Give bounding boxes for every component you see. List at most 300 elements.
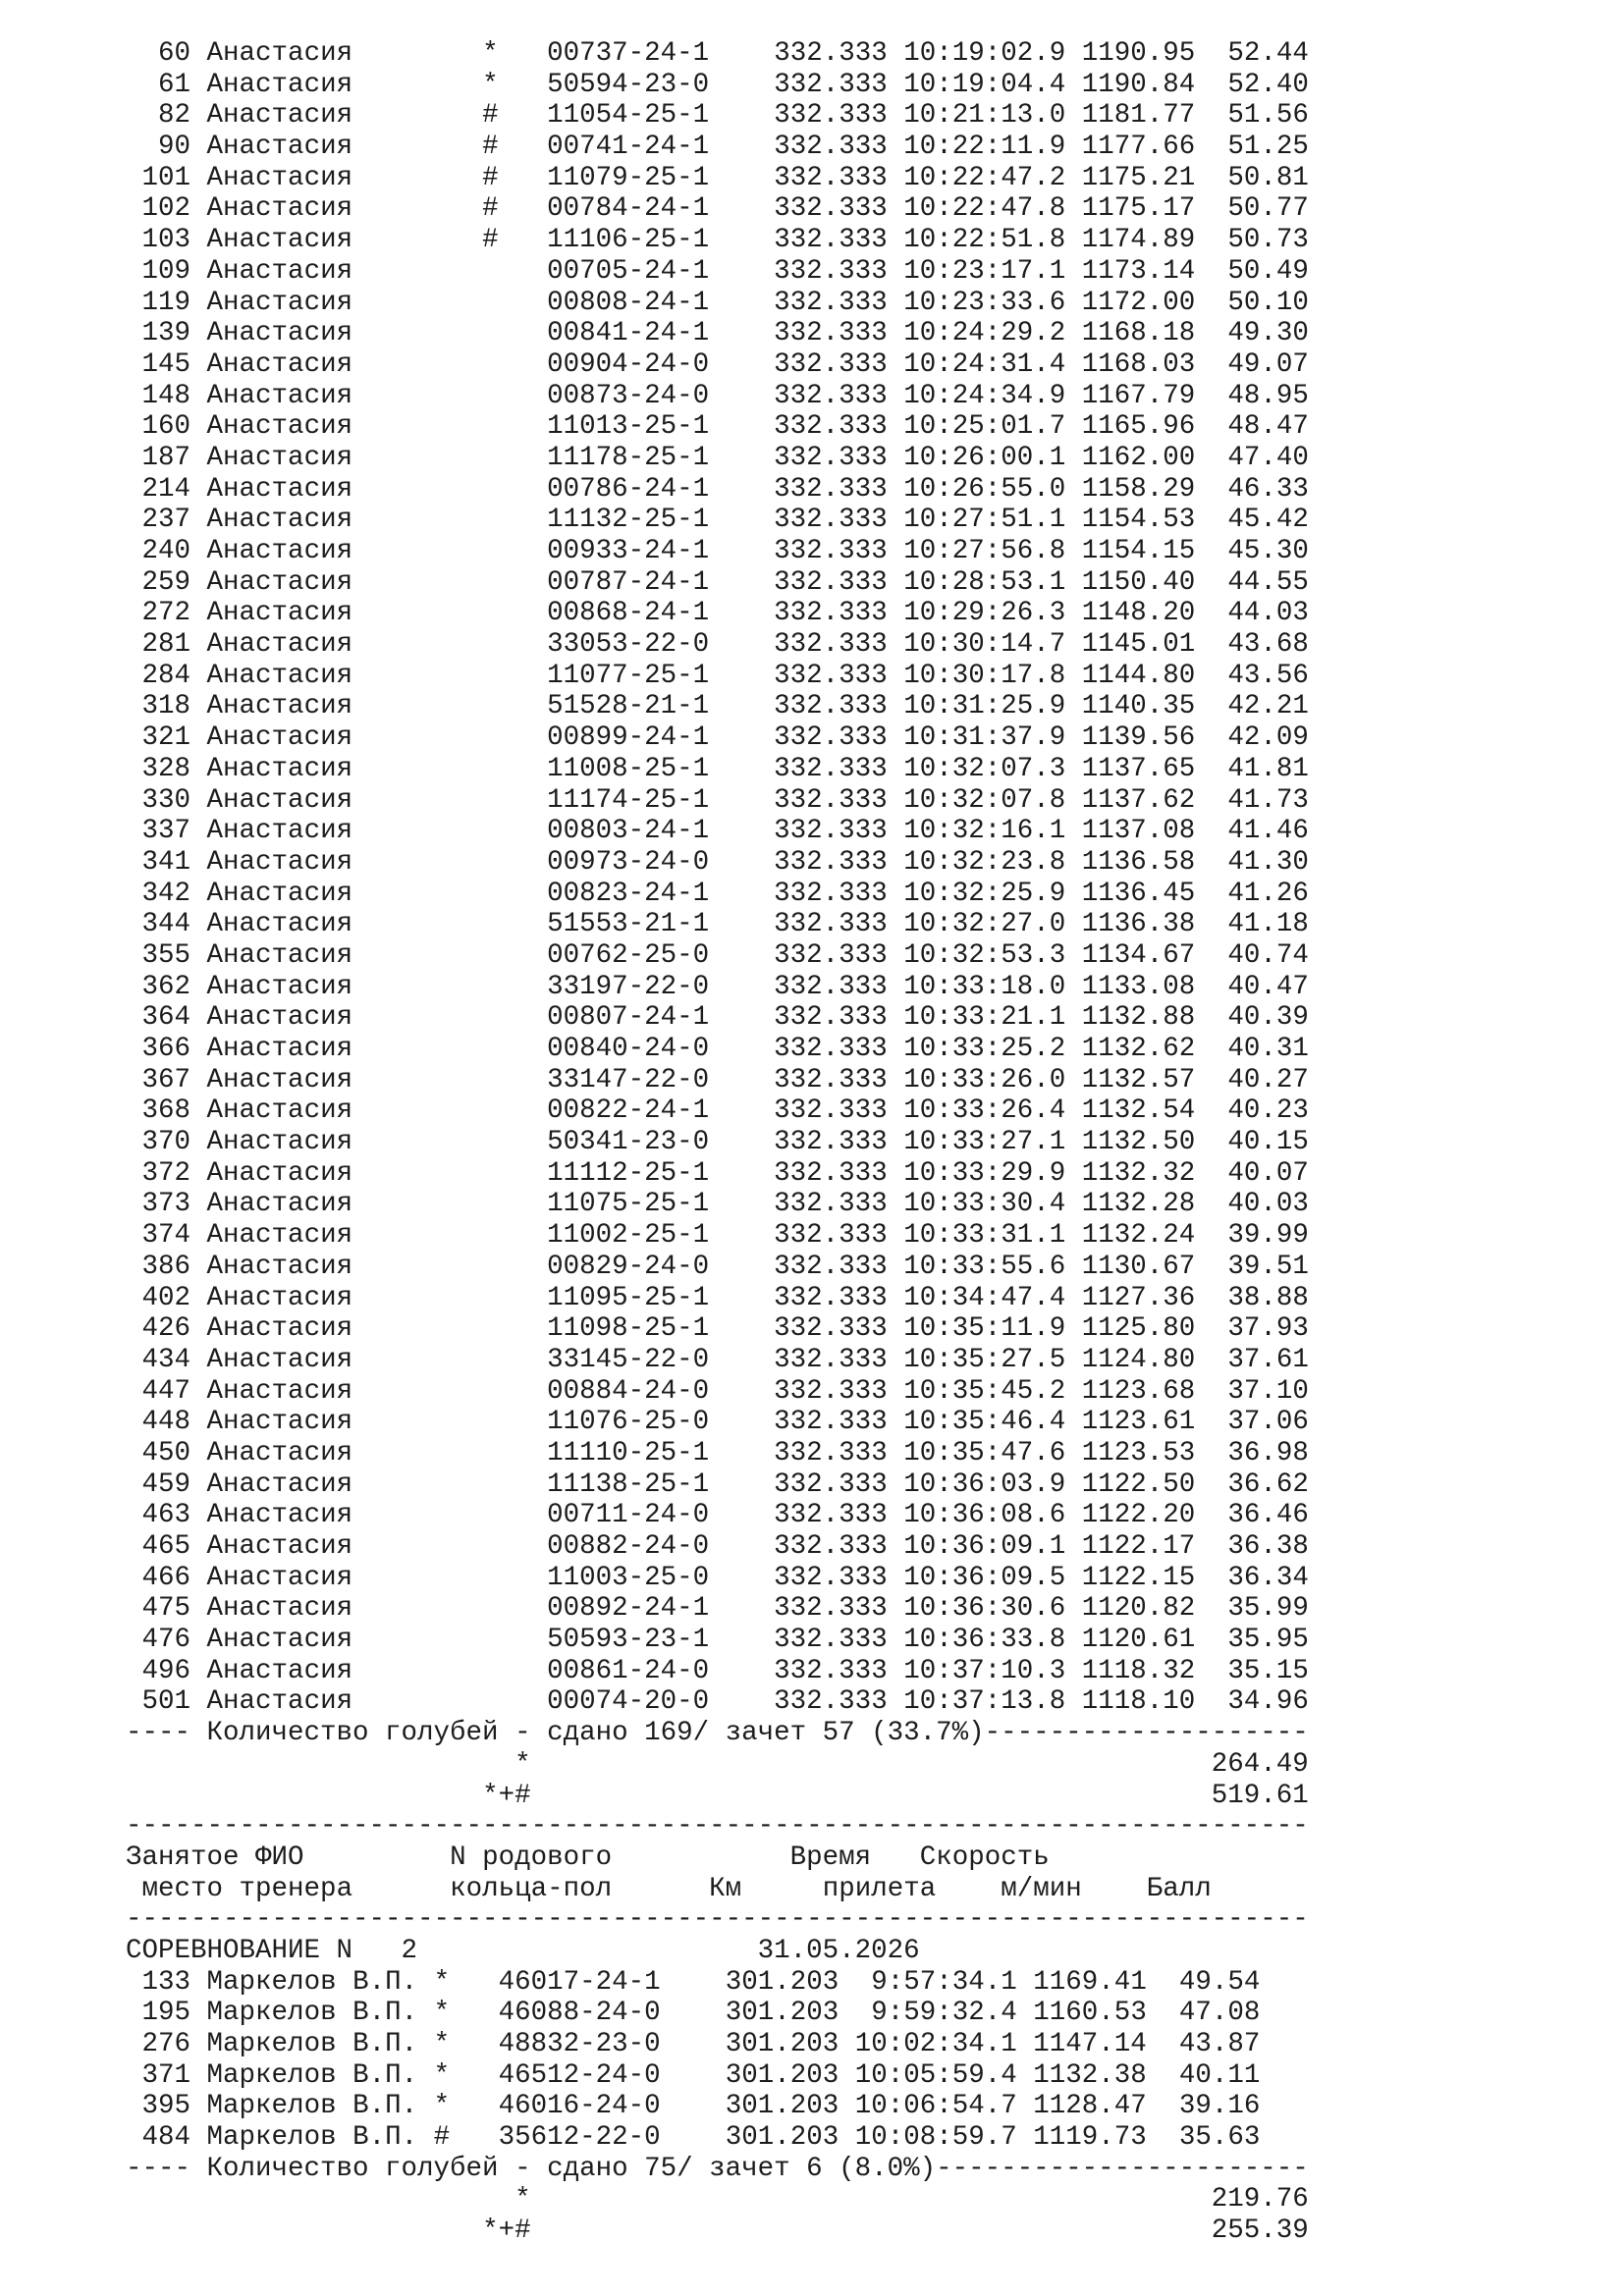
place-cell: 386 <box>141 1251 191 1282</box>
place-cell: 448 <box>141 1407 191 1438</box>
arrival-time-cell: 10:35:46.4 <box>903 1407 1066 1438</box>
ring-cell: 11075-25-1 <box>547 1189 710 1220</box>
km-cell: 332.333 <box>774 1002 888 1034</box>
place-cell: 318 <box>141 691 191 722</box>
place-cell: 160 <box>141 411 191 443</box>
column-header: Скорость <box>919 1842 1050 1873</box>
speed-cell: 1144.80 <box>1081 660 1196 691</box>
ring-cell: 11008-25-1 <box>547 753 710 784</box>
table-row <box>126 1563 1309 1594</box>
mark-cell: # <box>433 2122 451 2154</box>
km-cell: 332.333 <box>774 816 888 847</box>
table-row <box>126 443 1309 474</box>
speed-cell: 1123.61 <box>1081 1407 1196 1438</box>
speed-cell: 1158.29 <box>1081 473 1196 505</box>
points-cell: 46.33 <box>1227 473 1309 505</box>
km-cell: 332.333 <box>774 380 888 411</box>
speed-cell: 1132.54 <box>1081 1095 1196 1127</box>
total-marker: * <box>514 1748 531 1780</box>
km-cell: 332.333 <box>774 1095 888 1127</box>
table-row <box>126 536 1309 567</box>
km-cell: 332.333 <box>774 225 888 256</box>
arrival-time-cell: 10:29:26.3 <box>903 598 1066 629</box>
trainer-name-cell: Анастасия <box>206 225 353 256</box>
table-row <box>126 661 1309 692</box>
column-header: Км <box>709 1873 742 1904</box>
place-cell: 373 <box>141 1189 191 1220</box>
km-cell: 332.333 <box>774 1189 888 1220</box>
arrival-time-cell: 10:32:07.3 <box>903 753 1066 784</box>
place-cell: 90 <box>158 132 191 163</box>
place-cell: 61 <box>158 69 191 100</box>
trainer-name-cell: Анастасия <box>206 132 353 163</box>
trainer-name-cell: Анастасия <box>206 287 353 318</box>
trainer-name-cell: Анастасия <box>206 878 353 909</box>
km-cell: 332.333 <box>774 1251 888 1282</box>
total-marker: * <box>514 2184 531 2216</box>
km-cell: 301.203 <box>725 2029 839 2059</box>
trainer-name-cell: Анастасия <box>206 38 353 69</box>
place-cell: 496 <box>141 1655 191 1686</box>
table-row <box>126 70 1309 101</box>
place-cell: 103 <box>141 225 191 256</box>
points-cell: 40.31 <box>1227 1034 1309 1064</box>
speed-cell: 1168.03 <box>1081 348 1196 380</box>
summary-label: Количество голубей - сдано 169/ зачет 57 (33.7%) <box>206 1718 985 1749</box>
arrival-time-cell: 10:33:18.0 <box>903 971 1066 1002</box>
points-cell: 40.23 <box>1227 1095 1309 1127</box>
km-cell: 332.333 <box>774 1344 888 1375</box>
points-cell: 50.10 <box>1227 287 1309 318</box>
speed-cell: 1137.08 <box>1081 816 1196 847</box>
points-cell: 38.88 <box>1227 1282 1309 1313</box>
arrival-time-cell: 10:32:23.8 <box>903 846 1066 878</box>
total-marker: *+# <box>482 2216 531 2247</box>
trainer-name-cell: Анастасия <box>206 722 353 754</box>
ring-cell: 11095-25-1 <box>547 1282 710 1313</box>
points-cell: 40.15 <box>1227 1127 1309 1158</box>
trainer-name-cell: Маркелов В.П. <box>206 2029 418 2059</box>
points-cell: 40.47 <box>1227 971 1309 1002</box>
speed-cell: 1175.21 <box>1081 162 1196 193</box>
ring-cell: 00786-24-1 <box>547 473 710 505</box>
ring-cell: 00784-24-1 <box>547 193 710 225</box>
ring-cell: 00933-24-1 <box>547 536 710 566</box>
km-cell: 332.333 <box>774 1500 888 1531</box>
trainer-name-cell: Анастасия <box>206 100 353 132</box>
speed-cell: 1123.68 <box>1081 1375 1196 1407</box>
trainer-name-cell: Маркелов В.П. <box>206 1998 418 2029</box>
speed-cell: 1154.53 <box>1081 505 1196 536</box>
arrival-time-cell: 10:36:08.6 <box>903 1500 1066 1531</box>
table-row <box>126 816 1309 847</box>
speed-cell: 1165.96 <box>1081 411 1196 443</box>
points-cell: 43.68 <box>1227 629 1309 661</box>
ring-cell: 50593-23-1 <box>547 1625 710 1656</box>
trainer-name-cell: Анастасия <box>206 816 353 847</box>
km-cell: 332.333 <box>774 162 888 193</box>
speed-cell: 1122.20 <box>1081 1500 1196 1531</box>
points-cell: 45.42 <box>1227 505 1309 536</box>
trainer-name-cell: Анастасия <box>206 69 353 100</box>
summary-line: ---- Количество голубей - сдано 75/ зачет 6 (8.0%)----------------------- <box>126 2153 1309 2184</box>
points-cell: 44.55 <box>1227 566 1309 598</box>
points-cell: 39.99 <box>1227 1220 1309 1252</box>
column-header: Занятое <box>126 1842 240 1873</box>
results-report <box>126 38 1309 2247</box>
ring-cell: 00892-24-1 <box>547 1593 710 1625</box>
km-cell: 332.333 <box>774 1655 888 1686</box>
table-row <box>126 1158 1309 1190</box>
km-cell: 332.333 <box>774 193 888 225</box>
points-cell: 37.10 <box>1227 1375 1309 1407</box>
trainer-name-cell: Анастасия <box>206 598 353 629</box>
arrival-time-cell: 10:33:27.1 <box>903 1127 1066 1158</box>
speed-cell: 1139.56 <box>1081 722 1196 754</box>
trainer-name-cell: Анастасия <box>206 691 353 722</box>
speed-cell: 1132.32 <box>1081 1157 1196 1189</box>
trainer-name-cell: Анастасия <box>206 1375 353 1407</box>
arrival-time-cell: 10:37:10.3 <box>903 1655 1066 1686</box>
km-cell: 332.333 <box>774 939 888 971</box>
place-cell: 364 <box>141 1002 191 1034</box>
ring-cell: 00787-24-1 <box>547 566 710 598</box>
points-cell: 36.62 <box>1227 1468 1309 1500</box>
place-cell: 102 <box>141 193 191 225</box>
speed-cell: 1120.82 <box>1081 1593 1196 1625</box>
speed-cell: 1118.32 <box>1081 1655 1196 1686</box>
trainer-name-cell: Маркелов В.П. <box>206 2122 418 2154</box>
trainer-name-cell: Анастасия <box>206 1625 353 1656</box>
arrival-time-cell: 10:06:54.7 <box>854 2091 1017 2122</box>
place-cell: 426 <box>141 1313 191 1345</box>
place-cell: 281 <box>141 629 191 661</box>
trainer-name-cell: Анастасия <box>206 846 353 878</box>
km-cell: 332.333 <box>774 69 888 100</box>
place-cell: 237 <box>141 505 191 536</box>
speed-cell: 1168.18 <box>1081 318 1196 349</box>
km-cell: 332.333 <box>774 1220 888 1252</box>
km-cell: 301.203 <box>725 1998 839 2029</box>
table-row <box>126 2122 1309 2154</box>
ring-cell: 11076-25-0 <box>547 1407 710 1438</box>
table-row <box>126 256 1309 288</box>
km-cell: 332.333 <box>774 1282 888 1313</box>
points-cell: 50.81 <box>1227 162 1309 193</box>
table-row <box>126 1345 1309 1376</box>
speed-cell: 1132.88 <box>1081 1002 1196 1034</box>
summary-label: Количество голубей - сдано 75/ зачет 6 (8.0%) <box>206 2153 937 2184</box>
mark-cell: # <box>482 162 499 193</box>
table-row <box>126 785 1309 817</box>
table-row <box>126 629 1309 661</box>
speed-cell: 1132.24 <box>1081 1220 1196 1252</box>
place-cell: 402 <box>141 1282 191 1313</box>
ring-cell: 00882-24-0 <box>547 1531 710 1562</box>
km-cell: 332.333 <box>774 909 888 940</box>
mark-cell: * <box>433 1966 451 1998</box>
km-cell: 301.203 <box>725 2122 839 2154</box>
table-row <box>126 1034 1309 1065</box>
place-cell: 484 <box>141 2122 191 2154</box>
ring-cell: 11002-25-1 <box>547 1220 710 1252</box>
speed-cell: 1172.00 <box>1081 287 1196 318</box>
speed-cell: 1132.38 <box>1033 2059 1147 2091</box>
points-cell: 52.44 <box>1227 38 1309 69</box>
table-row <box>126 1127 1309 1158</box>
trainer-name-cell: Анастасия <box>206 193 353 225</box>
arrival-time-cell: 10:33:31.1 <box>903 1220 1066 1252</box>
place-cell: 368 <box>141 1095 191 1127</box>
place-cell: 139 <box>141 318 191 349</box>
km-cell: 332.333 <box>774 846 888 878</box>
speed-cell: 1120.61 <box>1081 1625 1196 1656</box>
arrival-time-cell: 10:33:21.1 <box>903 1002 1066 1034</box>
points-cell: 49.30 <box>1227 318 1309 349</box>
total-value: 255.39 <box>1211 2216 1309 2247</box>
table-row <box>126 879 1309 910</box>
points-cell: 49.07 <box>1227 348 1309 380</box>
km-cell: 332.333 <box>774 1437 888 1468</box>
summary-line: ---- Количество голубей - сдано 169/ зачет 57 (33.7%)-------------------- <box>126 1718 1309 1749</box>
table-row <box>126 381 1309 412</box>
trainer-name-cell: Анастасия <box>206 1344 353 1375</box>
arrival-time-cell: 10:22:11.9 <box>903 132 1066 163</box>
trainer-name-cell: Анастасия <box>206 505 353 536</box>
trainer-name-cell: Анастасия <box>206 411 353 443</box>
arrival-time-cell: 10:26:55.0 <box>903 473 1066 505</box>
trainer-name-cell: Анастасия <box>206 909 353 940</box>
speed-cell: 1127.36 <box>1081 1282 1196 1313</box>
place-cell: 214 <box>141 473 191 505</box>
table-row <box>126 225 1309 256</box>
arrival-time-cell: 10:35:45.2 <box>903 1375 1066 1407</box>
arrival-time-cell: 10:36:33.8 <box>903 1625 1066 1656</box>
speed-cell: 1137.65 <box>1081 753 1196 784</box>
trainer-name-cell: Маркелов В.П. <box>206 2059 418 2091</box>
km-cell: 332.333 <box>774 473 888 505</box>
points-cell: 40.74 <box>1227 939 1309 971</box>
trainer-name-cell: Анастасия <box>206 162 353 193</box>
km-cell: 332.333 <box>774 1593 888 1625</box>
arrival-time-cell: 10:25:01.7 <box>903 411 1066 443</box>
arrival-time-cell: 10:35:47.6 <box>903 1437 1066 1468</box>
total-line <box>126 2184 1309 2216</box>
speed-cell: 1119.73 <box>1033 2122 1147 2154</box>
km-cell: 301.203 <box>725 2059 839 2091</box>
ring-cell: 00808-24-1 <box>547 287 710 318</box>
ring-cell: 00803-24-1 <box>547 816 710 847</box>
arrival-time-cell: 10:24:29.2 <box>903 318 1066 349</box>
points-cell: 51.25 <box>1227 132 1309 163</box>
km-cell: 332.333 <box>774 629 888 661</box>
table-row <box>126 1967 1309 1999</box>
arrival-time-cell: 10:27:56.8 <box>903 536 1066 566</box>
points-cell: 48.47 <box>1227 411 1309 443</box>
table-row <box>126 349 1309 381</box>
place-cell: 321 <box>141 722 191 754</box>
total-value: 264.49 <box>1211 1748 1309 1780</box>
mark-cell: * <box>433 1998 451 2029</box>
mark-cell: # <box>482 193 499 225</box>
place-cell: 465 <box>141 1531 191 1562</box>
km-cell: 332.333 <box>774 1531 888 1562</box>
points-cell: 41.18 <box>1227 909 1309 940</box>
table-row <box>126 163 1309 194</box>
ring-cell: 11098-25-1 <box>547 1313 710 1345</box>
speed-cell: 1169.41 <box>1033 1966 1147 1998</box>
place-cell: 330 <box>141 784 191 816</box>
place-cell: 466 <box>141 1562 191 1593</box>
column-header: N родового <box>450 1842 613 1873</box>
points-cell: 36.34 <box>1227 1562 1309 1593</box>
trainer-name-cell: Маркелов В.П. <box>206 1966 418 1998</box>
trainer-name-cell: Маркелов В.П. <box>206 2091 418 2122</box>
km-cell: 332.333 <box>774 411 888 443</box>
arrival-time-cell: 10:33:26.4 <box>903 1095 1066 1127</box>
trainer-name-cell: Анастасия <box>206 1437 353 1468</box>
ring-cell: 00899-24-1 <box>547 722 710 754</box>
speed-cell: 1122.17 <box>1081 1531 1196 1562</box>
arrival-time-cell: 10:36:09.1 <box>903 1531 1066 1562</box>
speed-cell: 1132.57 <box>1081 1064 1196 1095</box>
ring-cell: 00841-24-1 <box>547 318 710 349</box>
speed-cell: 1190.84 <box>1081 69 1196 100</box>
place-cell: 342 <box>141 878 191 909</box>
speed-cell: 1140.35 <box>1081 691 1196 722</box>
place-cell: 450 <box>141 1437 191 1468</box>
km-cell: 332.333 <box>774 753 888 784</box>
trainer-name-cell: Анастасия <box>206 939 353 971</box>
trainer-name-cell: Анастасия <box>206 784 353 816</box>
table-row <box>126 1656 1309 1687</box>
trainer-name-cell: Анастасия <box>206 1002 353 1034</box>
arrival-time-cell: 10:24:31.4 <box>903 348 1066 380</box>
ring-cell: 00822-24-1 <box>547 1095 710 1127</box>
points-cell: 47.08 <box>1178 1998 1261 2029</box>
ring-cell: 51553-21-1 <box>547 909 710 940</box>
table-row <box>126 1531 1309 1563</box>
ring-cell: 00807-24-1 <box>547 1002 710 1034</box>
ring-cell: 11174-25-1 <box>547 784 710 816</box>
km-cell: 332.333 <box>774 318 888 349</box>
speed-cell: 1130.67 <box>1081 1251 1196 1282</box>
ring-cell: 46016-24-0 <box>498 2091 661 2122</box>
mark-cell: * <box>433 2059 451 2091</box>
speed-cell: 1160.53 <box>1033 1998 1147 2029</box>
points-cell: 39.51 <box>1227 1251 1309 1282</box>
arrival-time-cell: 10:08:59.7 <box>854 2122 1017 2154</box>
place-cell: 272 <box>141 598 191 629</box>
table-row <box>126 1065 1309 1096</box>
ring-cell: 00737-24-1 <box>547 38 710 69</box>
km-cell: 332.333 <box>774 1157 888 1189</box>
arrival-time-cell: 10:33:25.2 <box>903 1034 1066 1064</box>
points-cell: 41.73 <box>1227 784 1309 816</box>
table-row <box>126 411 1309 443</box>
speed-cell: 1123.53 <box>1081 1437 1196 1468</box>
place-cell: 187 <box>141 442 191 473</box>
speed-cell: 1137.62 <box>1081 784 1196 816</box>
arrival-time-cell: 10:22:47.2 <box>903 162 1066 193</box>
km-cell: 332.333 <box>774 1562 888 1593</box>
arrival-time-cell: 10:02:34.1 <box>854 2029 1017 2059</box>
place-cell: 240 <box>141 536 191 566</box>
place-cell: 145 <box>141 348 191 380</box>
ring-cell: 35612-22-0 <box>498 2122 661 2154</box>
place-cell: 370 <box>141 1127 191 1158</box>
points-cell: 47.40 <box>1227 442 1309 473</box>
ring-cell: 50594-23-0 <box>547 69 710 100</box>
ring-cell: 33145-22-0 <box>547 1344 710 1375</box>
points-cell: 40.03 <box>1227 1189 1309 1220</box>
km-cell: 332.333 <box>774 1313 888 1345</box>
ring-cell: 00884-24-0 <box>547 1375 710 1407</box>
arrival-time-cell: 10:36:03.9 <box>903 1468 1066 1500</box>
table-row <box>126 722 1309 754</box>
place-cell: 374 <box>141 1220 191 1252</box>
speed-cell: 1134.67 <box>1081 939 1196 971</box>
trainer-name-cell: Анастасия <box>206 473 353 505</box>
table-row <box>126 1500 1309 1531</box>
km-cell: 332.333 <box>774 784 888 816</box>
table-row <box>126 1625 1309 1656</box>
ring-cell: 48832-23-0 <box>498 2029 661 2059</box>
points-cell: 52.40 <box>1227 69 1309 100</box>
mark-cell: * <box>482 38 499 69</box>
km-cell: 332.333 <box>774 1375 888 1407</box>
trainer-name-cell: Анастасия <box>206 380 353 411</box>
table-row <box>126 1998 1309 2029</box>
column-header: кольца-пол <box>450 1873 613 1904</box>
km-cell: 332.333 <box>774 100 888 132</box>
trainer-name-cell: Анастасия <box>206 1095 353 1127</box>
ring-cell: 11106-25-1 <box>547 225 710 256</box>
place-cell: 362 <box>141 971 191 1002</box>
arrival-time-cell: 10:22:47.8 <box>903 193 1066 225</box>
ring-cell: 11079-25-1 <box>547 162 710 193</box>
place-cell: 284 <box>141 660 191 691</box>
arrival-time-cell: 10:30:14.7 <box>903 629 1066 661</box>
trainer-name-cell: Анастасия <box>206 1127 353 1158</box>
table-row <box>126 940 1309 972</box>
arrival-time-cell: 10:32:53.3 <box>903 939 1066 971</box>
total-line <box>126 1781 1309 1812</box>
points-cell: 35.63 <box>1178 2122 1261 2154</box>
trainer-name-cell: Анастасия <box>206 255 353 287</box>
km-cell: 301.203 <box>725 2091 839 2122</box>
table-row <box>126 1438 1309 1469</box>
place-cell: 366 <box>141 1034 191 1064</box>
total-value: 519.61 <box>1211 1780 1309 1811</box>
points-cell: 45.30 <box>1227 536 1309 566</box>
ring-cell: 51528-21-1 <box>547 691 710 722</box>
points-cell: 43.56 <box>1227 660 1309 691</box>
arrival-time-cell: 10:33:26.0 <box>903 1064 1066 1095</box>
speed-cell: 1118.10 <box>1081 1686 1196 1718</box>
trainer-name-cell: Анастасия <box>206 1531 353 1562</box>
speed-cell: 1132.28 <box>1081 1189 1196 1220</box>
table-row <box>126 1686 1309 1718</box>
table-row <box>126 847 1309 879</box>
table-row <box>126 132 1309 163</box>
column-header: ФИО <box>255 1842 304 1873</box>
mark-cell: # <box>482 132 499 163</box>
speed-cell: 1147.14 <box>1033 2029 1147 2059</box>
place-cell: 60 <box>158 38 191 69</box>
arrival-time-cell: 9:59:32.4 <box>871 1998 1017 2029</box>
trainer-name-cell: Анастасия <box>206 1220 353 1252</box>
